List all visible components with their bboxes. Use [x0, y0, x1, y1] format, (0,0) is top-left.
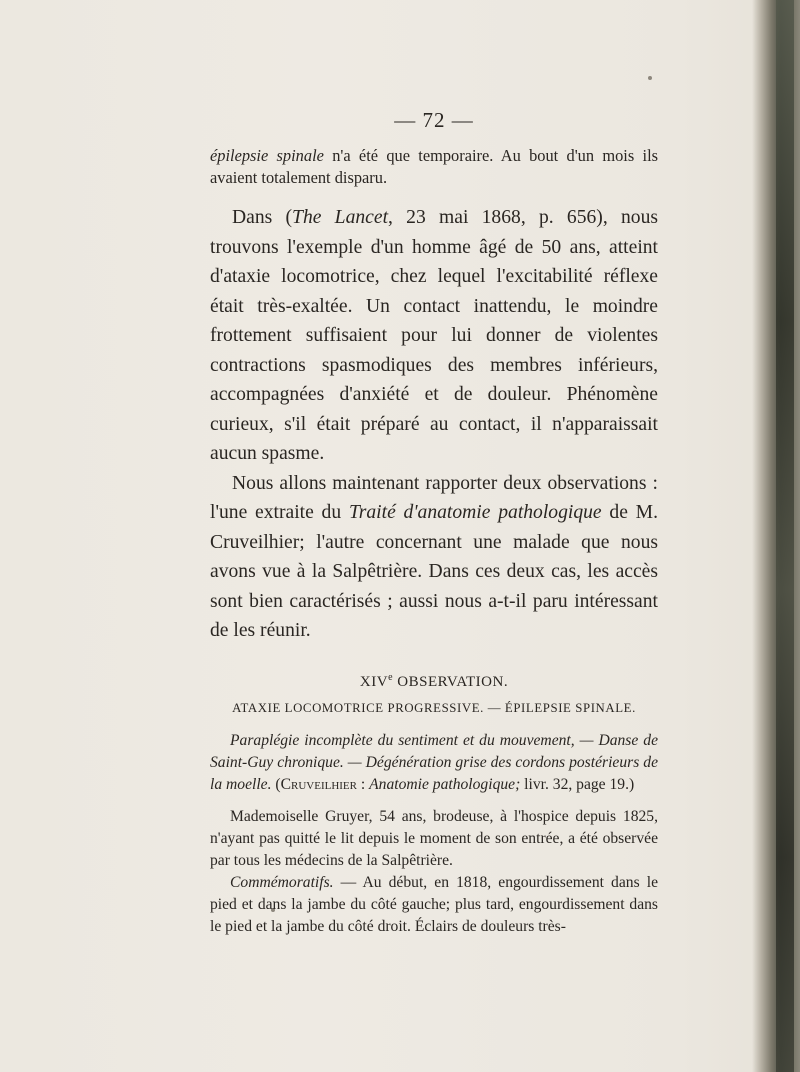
commemoratifs-paragraph [210, 872, 658, 938]
summary-ref-sep: : [356, 775, 370, 793]
lancet-text: , 23 mai 1868, p. 656), nous trouvons l'exemple d'un homme âgé de 50 ans, atteint d'ataxie locomotrice, chez lequel l'excitabilité réflexe était très-exaltée. Un contact inattendu, le moindre frottement suffisaient pour lui donner de violentes contractions spasmodiques des membres inférieurs, accompagnées d'anxiété et de douleur. Phénomène curieux, s'il était préparé au contact, il n'apparaissait aucun spasme. [210, 207, 658, 464]
commemoratifs-label: Commémoratifs. [230, 873, 334, 891]
commemoratifs-text: — Au début, en 1818, engourdissement dans le pied et dans la jambe du côté gauche; plus tard, engourdissement dans le pied et la jambe du côté droit. Éclairs de douleurs très- [210, 873, 658, 935]
intro-text: n'a été que temporaire. Au bout d'un mois ils avaient totalement disparu. [210, 146, 659, 187]
lancet-journal: The Lancet [292, 207, 389, 228]
observations-lead: Nous allons maintenant rapporter deux observations : l'une extraite du [210, 472, 658, 523]
lancet-paragraph [210, 203, 658, 469]
summary-ref-italic: Anatomie pathologique; [369, 775, 521, 793]
intro-italic: épilepsie spinale [210, 146, 324, 165]
observation-heading [210, 672, 658, 691]
summary-author: Cruveilhier [280, 775, 357, 793]
observation-suffix: e [388, 671, 394, 683]
case-paragraph: Mademoiselle Gruyer, 54 ans, brodeuse, à l'hospice depuis 1825, n'ayant pas quitté le lit depuis le moment de son entrée, a été observée par tous les médecins de la Salpêtrière. [210, 807, 658, 869]
observations-text: de M. Cruveilhier; l'autre concernant une malade que nous avons vue à la Salpêtrière. Dans ces deux cas, les accès sont bien caractérisés ; aussi nous a-t-il paru intéressant de les réunir. [210, 502, 658, 641]
summary-ref-tail: livr. 32, page 19.) [520, 775, 635, 793]
observations-paragraph [210, 469, 658, 646]
observation-subheading: ATAXIE LOCOMOTRICE PROGRESSIVE. — ÉPILEPSIE SPINALE. [232, 700, 636, 715]
book-binding-edge [776, 0, 794, 1072]
observations-book: Traité d'anatomie pathologique [348, 502, 602, 523]
observation-title: OBSERVATION. [393, 673, 509, 690]
lancet-lead: Dans ( [232, 207, 293, 228]
observation-number: XIV [359, 673, 389, 690]
page-number: — 72 — [394, 108, 474, 132]
paper-speck [648, 76, 652, 80]
summary-ref-open: ( [271, 775, 281, 793]
observation-summary [210, 730, 658, 796]
intro-paragraph [210, 145, 658, 189]
summary-italic: Paraplégie incomplète du sentiment et du mouvement, — Danse de Saint-Guy chronique. — Dégénération grise des cordons postérieurs de la moelle. [210, 731, 658, 793]
page-content [210, 108, 658, 938]
